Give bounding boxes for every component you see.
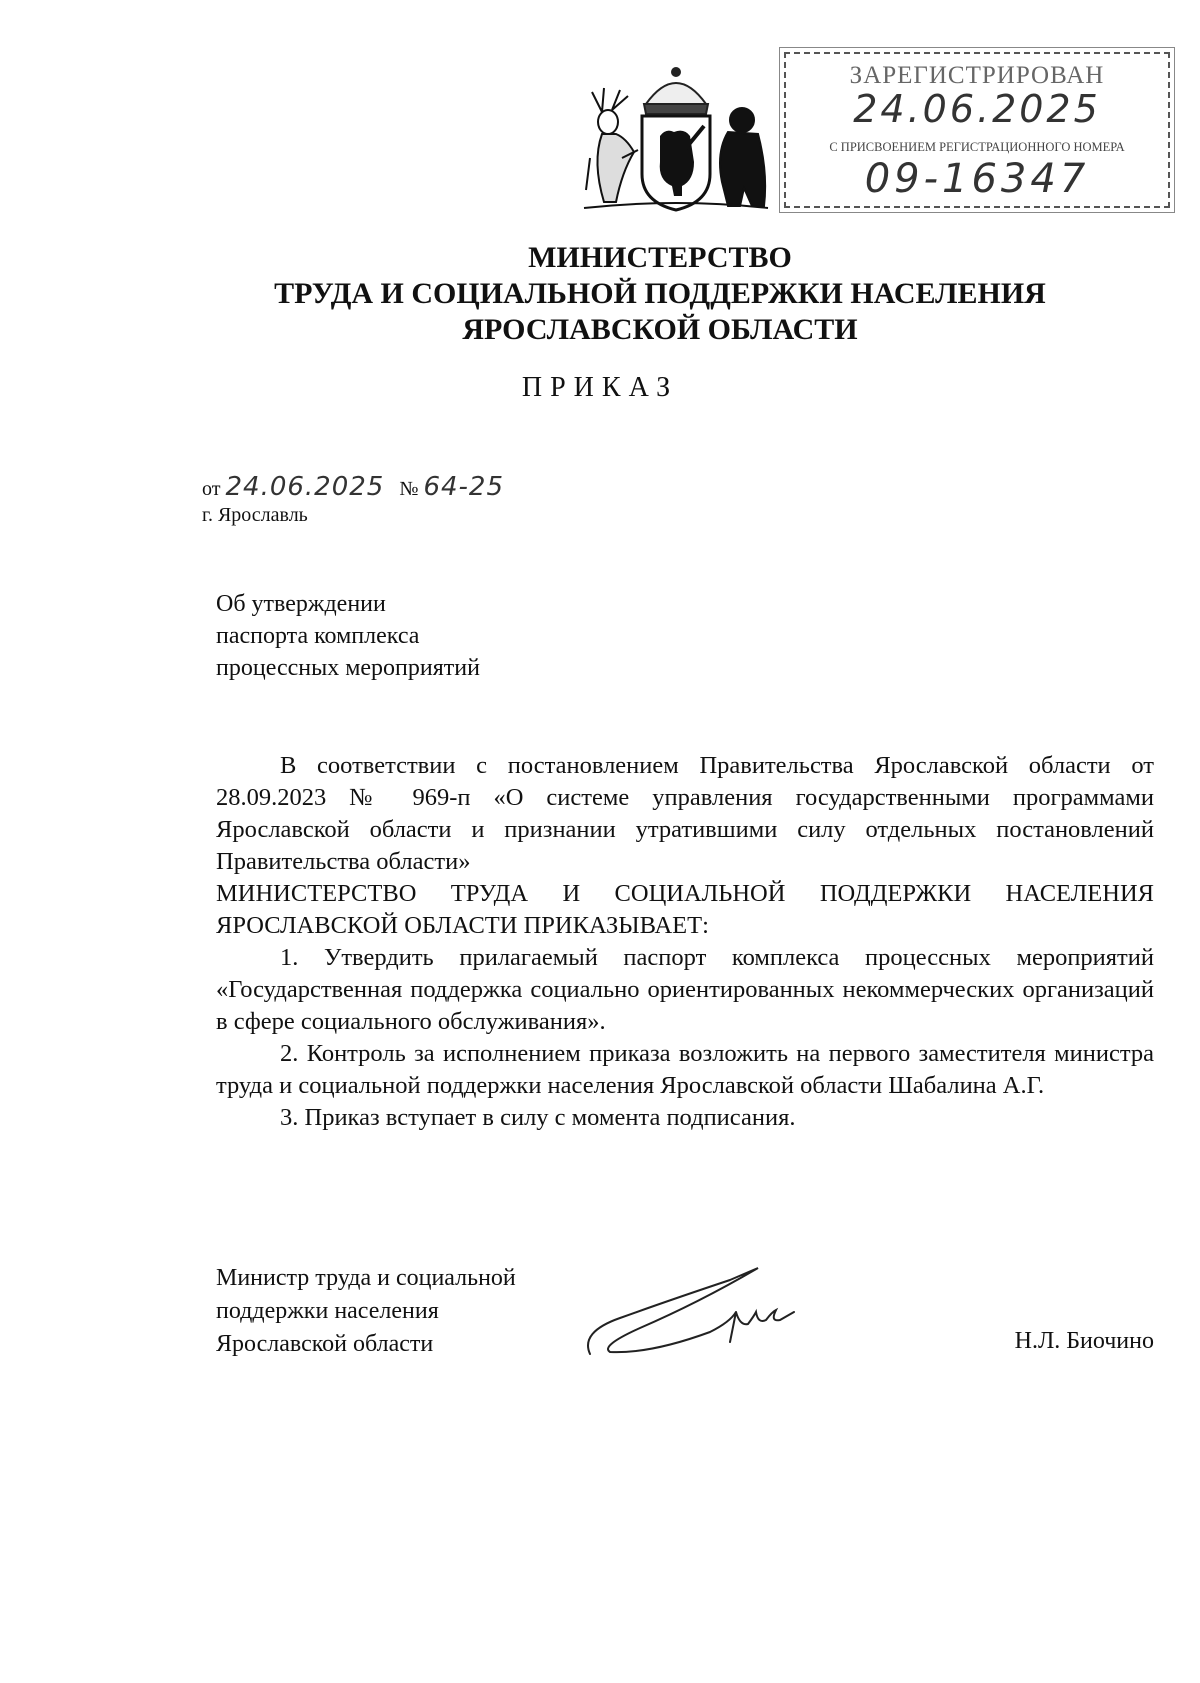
position-line-2: поддержки населения (216, 1298, 439, 1324)
document-type-title: ПРИКАЗ (521, 372, 679, 403)
order-date-number (202, 472, 504, 502)
position-line-1: Министр труда и социальной (216, 1265, 516, 1291)
coat-of-arms-emblem (582, 62, 770, 212)
order-subject (216, 588, 480, 684)
ministry-line-2: ТРУДА И СОЦИАЛЬНОЙ ПОДДЕРЖКИ НАСЕЛЕНИЯ (274, 277, 1046, 310)
number-label: № (399, 478, 419, 500)
subject-line-1: Об утверждении (216, 591, 386, 617)
item-2-paragraph: 2. Контроль за исполнением приказа возложить на первого заместителя министра труда и социальной поддержки населения Ярославской области Шабалина А.Г. (216, 1040, 1154, 1099)
stamp-number: 09-16347 (864, 156, 1090, 202)
registration-stamp (784, 52, 1170, 208)
item-1-paragraph: 1. Утвердить прилагаемый паспорт комплекса процессных мероприятий «Государственная поддержка социально ориентированных некоммерческих организаций в сфере социального обслуживания». (216, 944, 1154, 1035)
from-label: от (202, 478, 221, 500)
stamp-subtitle: С ПРИСВОЕНИЕМ РЕГИСТРАЦИОННОГО НОМЕРА (829, 140, 1125, 154)
ministry-line-3: ЯРОСЛАВСКОЙ ОБЛАСТИ (462, 313, 858, 346)
order-body (216, 750, 1154, 1134)
item-3-paragraph: 3. Приказ вступает в силу с момента подписания. (280, 1104, 796, 1131)
city: г. Ярославль (202, 504, 308, 526)
stamp-date: 24.06.2025 (853, 87, 1101, 131)
subject-line-2: паспорта комплекса (216, 623, 420, 649)
preamble-paragraph: В соответствии с постановлением Правительства Ярославской области от 28.09.2023 № 969-п «О системе управления государственными программами Ярославской области и признании утратившими силу отдельных постановлений Правительства области» (216, 752, 1154, 875)
signatory-position (216, 1262, 516, 1361)
stamp-title: ЗАРЕГИСТРИРОВАН (849, 62, 1105, 89)
ministry-line-1: МИНИСТЕРСТВО (528, 241, 792, 274)
order-number: 64-25 (423, 472, 505, 502)
decree-paragraph: МИНИСТЕРСТВО ТРУДА И СОЦИАЛЬНОЙ ПОДДЕРЖКИ НАСЕЛЕНИЯ ЯРОСЛАВСКОЙ ОБЛАСТИ ПРИКАЗЫВАЕТ: (216, 880, 1154, 939)
position-line-3: Ярославской области (216, 1331, 434, 1357)
signatory-name: Н.Л. Биочино (1014, 1328, 1154, 1354)
ministry-header (250, 240, 1070, 348)
order-date: 24.06.2025 (225, 472, 385, 502)
subject-line-3: процессных мероприятий (216, 655, 480, 681)
handwritten-signature (580, 1262, 820, 1362)
